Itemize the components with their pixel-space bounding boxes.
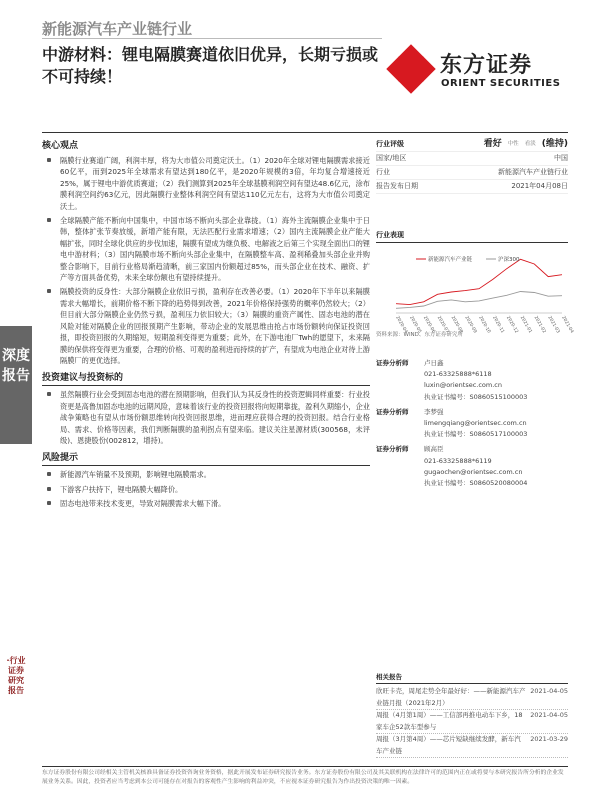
rating-label: 国家/地区 [376,154,407,162]
report-sector: 新能源汽车产业链行业 [42,20,193,38]
analyst-email[interactable]: limengqiang@orientsec.com.cn [424,419,527,428]
x-tick-label: 2020-06 [421,315,436,335]
risk-item: 下游客户扶持下，锂电隔膜大幅降价。 [42,484,370,495]
related-report-item[interactable] [376,710,568,734]
performance-chart [376,244,575,344]
rating-label: 行业评级 [376,140,404,148]
report-title: 中游材料：锂电隔膜赛道依旧优异，长期亏损或不可持续！ [42,45,379,86]
x-tick-label: 2020-04 [394,315,409,335]
x-tick-label: 2020-08 [449,315,464,335]
analyst-phone: 021-63325888*6118 [424,370,492,379]
orient-logo-icon [388,46,434,92]
analyst-name: 卢日鑫 [424,359,444,367]
risk-title: 风险提示 [42,450,370,466]
related-reports [376,672,568,758]
risk-item: 固态电池带来技术变更，导致对隔膜需求大幅下滑。 [42,498,370,509]
core-paragraph-3: 隔膜投资的反身性：大部分隔膜企业依旧亏损，盈利存在改善必要。（1）2020年下半年以来隔膜需求大幅增长，前期价格不断下降的趋势得到改善，2021年价格保持强势的概率仍然较大；（2）但目前大部分隔膜企业仍然亏损，盈利压力依旧较大；（3）隔膜的重资产属性、固态电池的潜在风险对能对隔膜企业的回报预期产生影响，带动企业的发展思维由抢占市场份额转向保证投资回报，即投资回报的久期缩短，短期盈利变得更为重要；此外，在下游电池厂Twh的愿望下，未来隔膜的保供将变得更为重要，合理的价格、可观的盈利进而持续的扩产，有望成为电池企业对待上游隔膜厂的更优选择。 [42,286,370,366]
x-tick-label: 2020-10 [477,315,492,335]
invest-title: 投资建议与投资标的 [42,370,370,386]
analyst-email[interactable]: luxin@orientsec.com.cn [424,381,502,390]
related-report-date: 2021-04-05 [530,711,568,719]
legend-label: 沪深300 [498,257,520,263]
rating-status: (维持) [541,139,568,149]
analyst-cert: 执业证书编号：S0860517100003 [424,430,528,439]
main-divider [42,132,382,133]
rating-row [376,152,568,166]
main-content [42,138,370,513]
legend-label: 新能源汽车产业链 [428,257,473,263]
rating-value: 看好 [483,139,502,149]
rating-label: 行业 [376,168,390,176]
analyst-cert: 执业证书编号：S0860520080004 [424,479,528,488]
related-report-text: 周报（4月第1周）——工信部再推电动车下乡，18家车企52款车型参与 [376,711,523,731]
related-title: 相关报告 [376,672,568,684]
chart-source: 资料来源：WIND、东方证券研究所 [376,332,463,338]
rating-label: 报告发布日期 [376,182,418,190]
rating-value: 新能源汽车产业链行业 [498,168,568,176]
x-tick-label: 2020-11 [491,315,505,335]
related-report-date: 2021-04-05 [530,687,568,695]
rating-option: 中性 [507,141,519,147]
related-report-item[interactable] [376,734,568,758]
report-type-tab: 深度报告 [0,326,32,444]
x-tick-label: 2021-01 [518,315,533,335]
analyst-entry [376,358,568,403]
analyst-role: 证券分析师 [376,359,409,367]
series-line-0 [396,259,562,304]
analyst-entry [376,444,568,489]
rating-table [376,138,568,194]
x-tick-label: 2020-05 [408,315,422,335]
header-divider [42,38,382,39]
report-category-label: ·行业证券研究报告 [6,656,26,695]
side-divider [376,132,568,133]
analyst-list [376,358,568,493]
analyst-name: 顾高臣 [424,445,444,454]
related-report-text: 周报（3月第4周）——芯片短缺继续发酵，新车汽车产业链 [376,735,521,755]
analyst-name: 李梦强 [424,407,444,416]
analyst-entry [376,407,568,441]
invest-paragraph: 虽然隔膜行业会受到固态电池的潜在预期影响，但我们认为其反身性的投资逻辑同样重要：行业投资更是高鲁加固态电池的远期风险，意味着该行业的投资回报将向短期靠拢，盈利久期缩小，企业战争策略也有望从市场份额思维转向投资回报思维，进而理应获得合理的投资回报。结合行业格局、需求、价格等因素，我们判断隔膜的盈利拐点有望来临。建议关注星源材质(300568，未评级)、恩捷股份(002812，增持)。 [42,389,370,446]
x-tick-label: 2021-02 [532,315,547,335]
rating-value: 2021年04月08日 [511,182,568,190]
performance-title: 行业表现 [376,230,568,243]
related-report-date: 2021-03-29 [530,735,568,743]
core-title: 核心观点 [42,141,79,151]
logo-text-cn: 东方证券 [440,53,533,78]
rating-option: 看淡 [524,141,536,147]
rating-row [376,180,568,194]
core-paragraph-2: 全球隔膜产能不断向中国集中，中国市场不断向头部企业靠拢。（1）海外主流隔膜企业集中于日韩，整体扩张节奏放缓，新增产能有限，无法匹配行业需求增速；（2）国内主流隔膜企业产能大幅扩张，同时全球化供应的步伐加速，隔膜有望成为继负极、电解液之后第三个实现全面出口的锂电中游材料；（3）国内隔膜市场不断向头部企业集中，在隔膜整车高、盈利稀叠加头部企业并购整合影响下，目前行业格局渐趋清晰，前三家国内份额超过85%，而头部企业在技术、融资、扩产等方面具备优势，未来全球份额也有望持续提升。 [42,215,370,283]
related-report-text: 欣旺卡壳，周尾走势全年最好好：——新能源汽车产业链月报（2021年2月） [376,687,526,707]
x-tick-label: 2020-07 [435,315,450,335]
risk-item: 新能源汽车销量不及预期，影响锂电隔膜需求。 [42,469,370,480]
x-tick-label: 2020-12 [504,315,519,335]
analyst-cert: 执业证书编号：S0860515100003 [424,392,528,401]
disclaimer-footer: 东方证券股份有限公司经相关主管机关核准具备证券投资咨询业务资格，据此开展发布证券研究报告业务。东方证券股份有限公司及其关联机构在法律许可的范围内正在或将要与本研究报告所分析的企业发展业务关系。因此，投资者应当考虑到本公司可能存在对报告的客观性产生影响的利益冲突，不应视本证券研究报告为作出投资决策的唯一因素。 [42,766,568,787]
series-line-1 [396,292,562,309]
logo-text-en: ORIENT SECURITIES [441,78,561,89]
rating-row [376,138,568,152]
analyst-phone: 021-63325888*6119 [424,456,492,465]
x-tick-label: 2020-09 [463,315,478,335]
x-tick-label: 2021-04 [560,315,575,335]
x-tick-label: 2021-03 [546,315,561,335]
company-logo [388,44,568,104]
core-paragraph-1: 隔膜行业赛道广阔，利润丰厚，将为大市值公司奠定沃土。（1）2020年全球对锂电隔膜需求接近60亿平，而到2025年全球需求有望达到180亿平，是2020年规模的3倍，年均复合增速接近25%，属于锂电中游优质赛道；（2）我们测算到2025年全球基膜利润空间有望达48.6亿元，涂布膜利润空间约63亿元，因此隔膜行业整体利润空间有望达110亿元左右，这将为大市值公司奠定沃土。 [42,155,370,212]
analyst-role: 证券分析师 [376,407,409,416]
related-report-item[interactable] [376,686,568,710]
analyst-role: 证券分析师 [376,445,409,454]
rating-row [376,166,568,180]
analyst-email[interactable]: gugaochen@orientsec.com.cn [424,467,523,476]
rating-value: 中国 [554,154,568,162]
